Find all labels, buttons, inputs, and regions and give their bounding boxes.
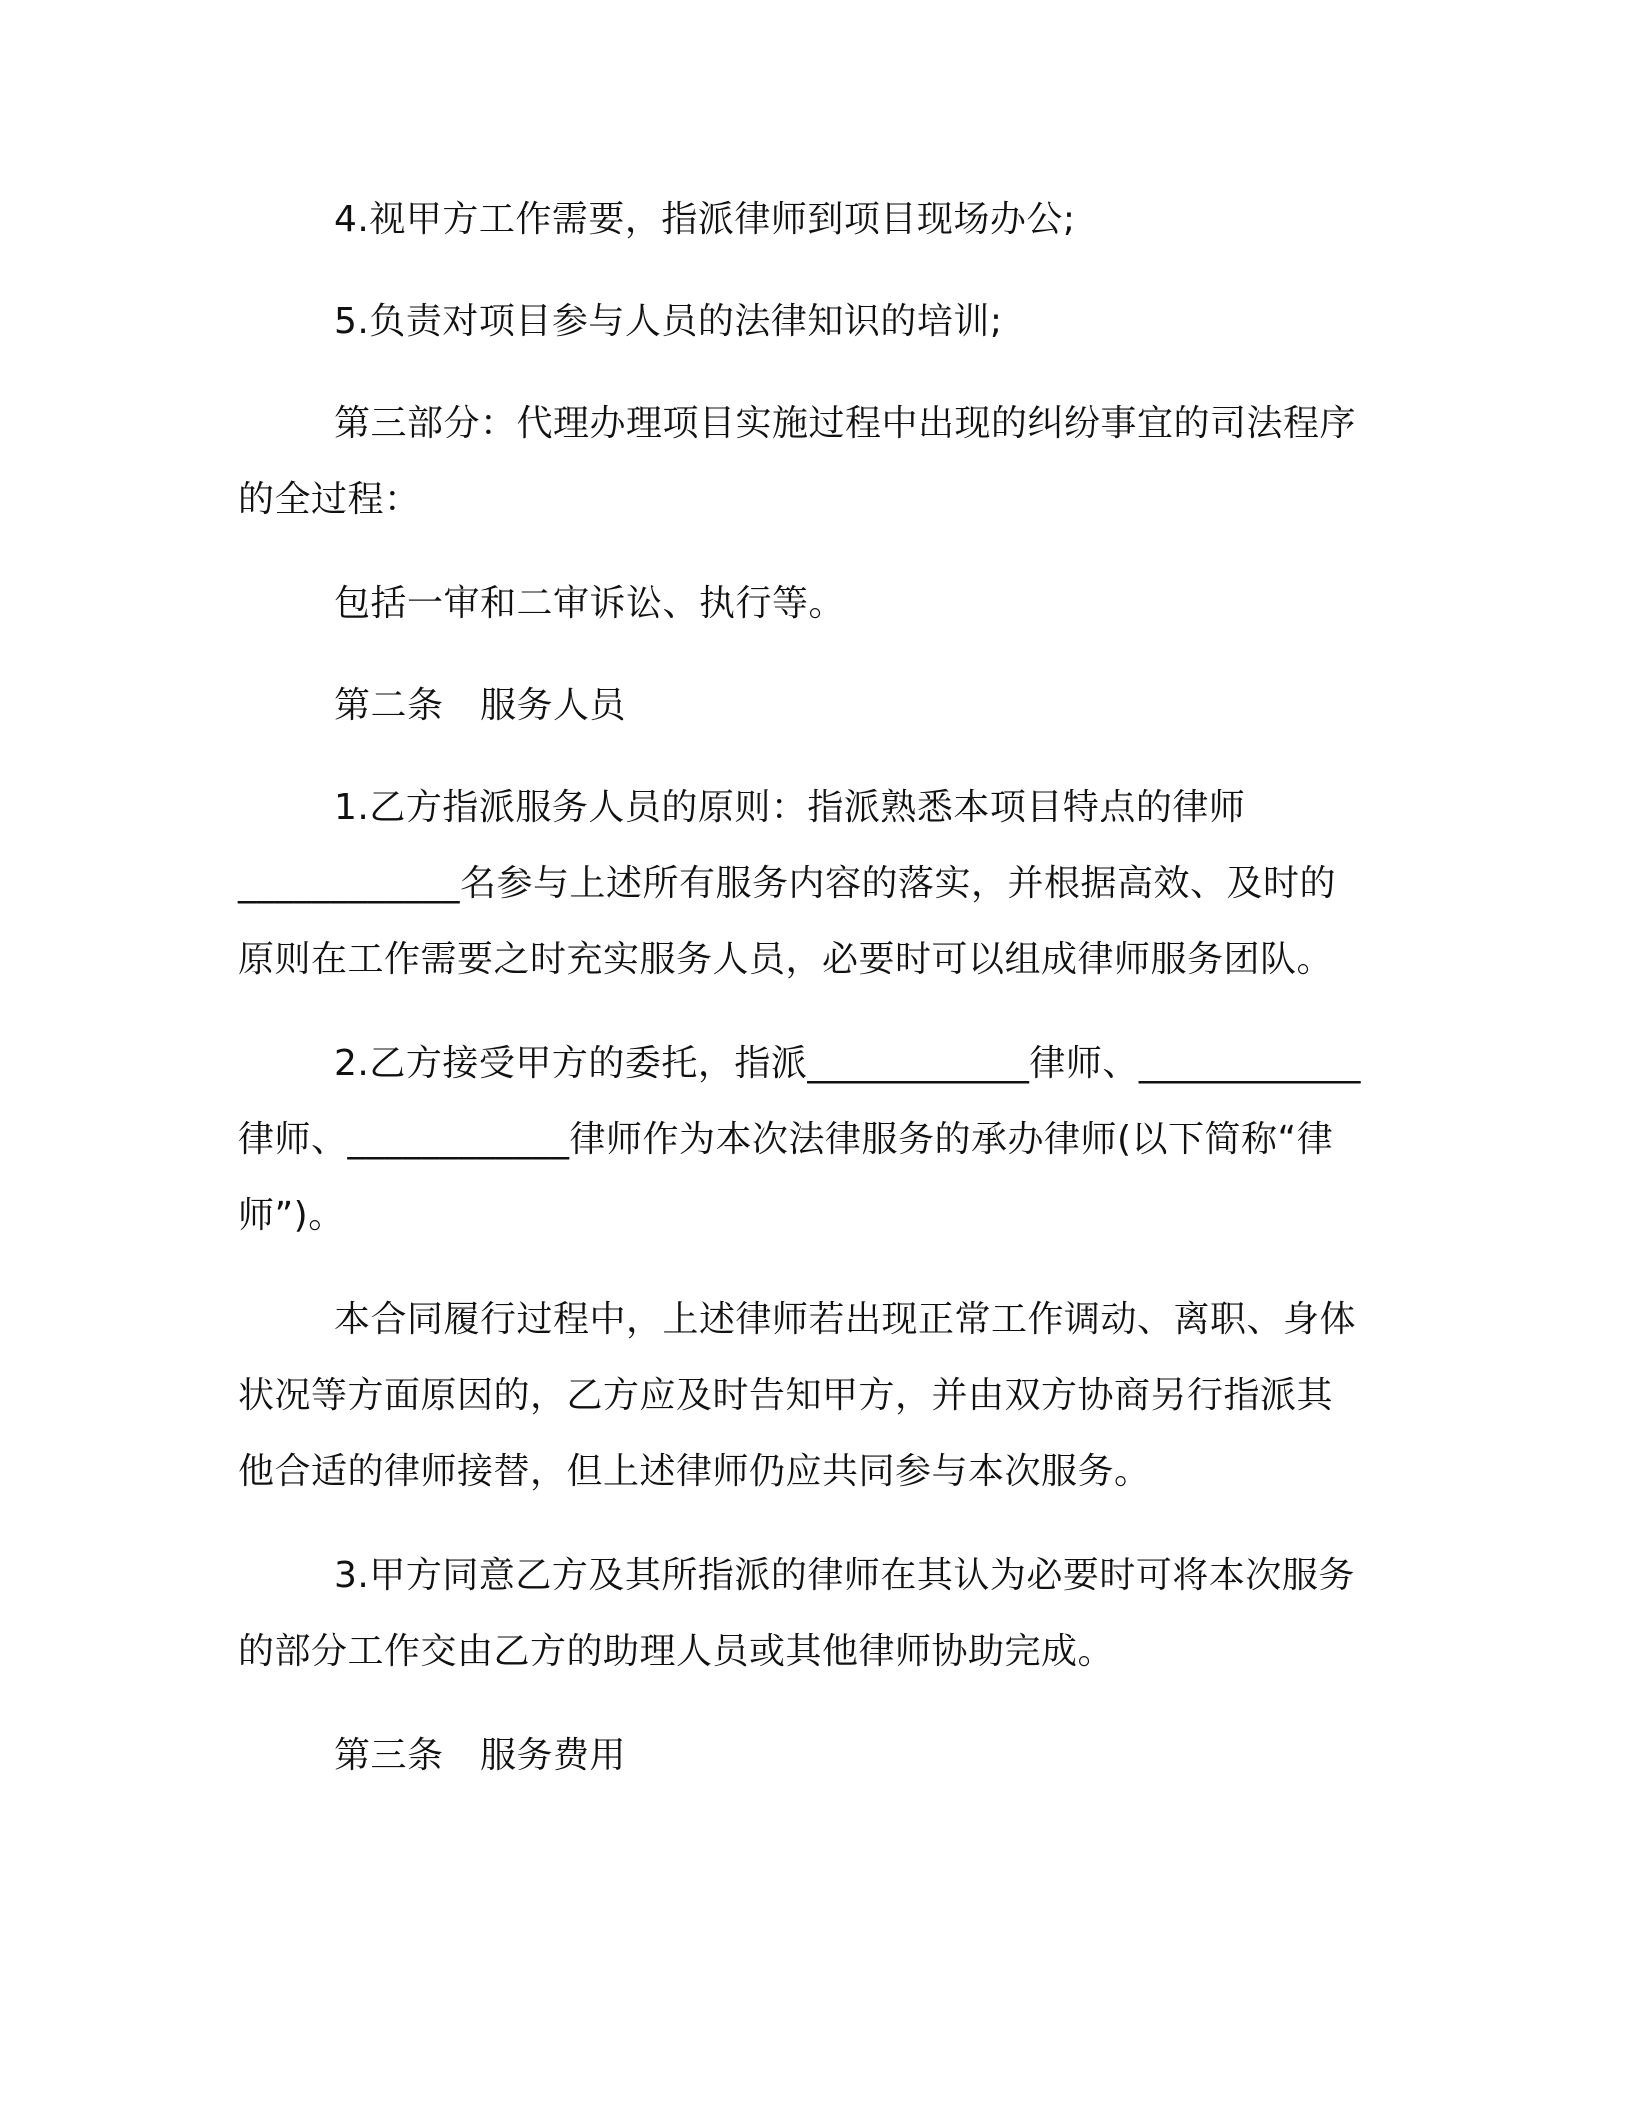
text-line: 1.乙方指派服务人员的原则：指派熟悉本项目特点的律师 xyxy=(334,787,1246,828)
text-line: 他合适的律师接替，但上述律师仍应共同参与本次服务。 xyxy=(238,1451,1151,1492)
text-line: 原则在工作需要之时充实服务人员，必要时可以组成律师服务团队。 xyxy=(238,939,1334,980)
text-line: 律师、____________律师作为本次法律服务的承办律师(以下简称“律 xyxy=(238,1119,1334,1160)
text-line: 的部分工作交由乙方的助理人员或其他律师协助完成。 xyxy=(238,1631,1115,1672)
text-line: 包括一审和二审诉讼、执行等。 xyxy=(334,583,846,624)
text-line: 4.视甲方工作需要，指派律师到项目现场办公; xyxy=(334,199,1076,240)
text-line: 状况等方面原因的，乙方应及时告知甲方，并由双方协商另行指派其 xyxy=(238,1375,1334,1416)
text-line: 2.乙方接受甲方的委托，指派____________律师、____________ xyxy=(334,1043,1361,1084)
text-line: 本合同履行过程中，上述律师若出现正常工作调动、离职、身体 xyxy=(334,1299,1357,1340)
text-line: 师”)。 xyxy=(238,1195,345,1236)
text-line: 5.负责对项目参与人员的法律知识的培训; xyxy=(334,301,1003,342)
text-line: ____________名参与上述所有服务内容的落实，并根据高效、及时的 xyxy=(238,863,1337,904)
article-heading: 第二条 服务人员 xyxy=(334,685,627,726)
text-line: 3.甲方同意乙方及其所指派的律师在其认为必要时可将本次服务 xyxy=(334,1555,1355,1596)
article-heading: 第三条 服务费用 xyxy=(334,1735,627,1776)
section-heading: 第三部分：代理办理项目实施过程中出现的纠纷事宜的司法程序 xyxy=(334,403,1357,444)
text-line: 的全过程： xyxy=(238,479,421,520)
